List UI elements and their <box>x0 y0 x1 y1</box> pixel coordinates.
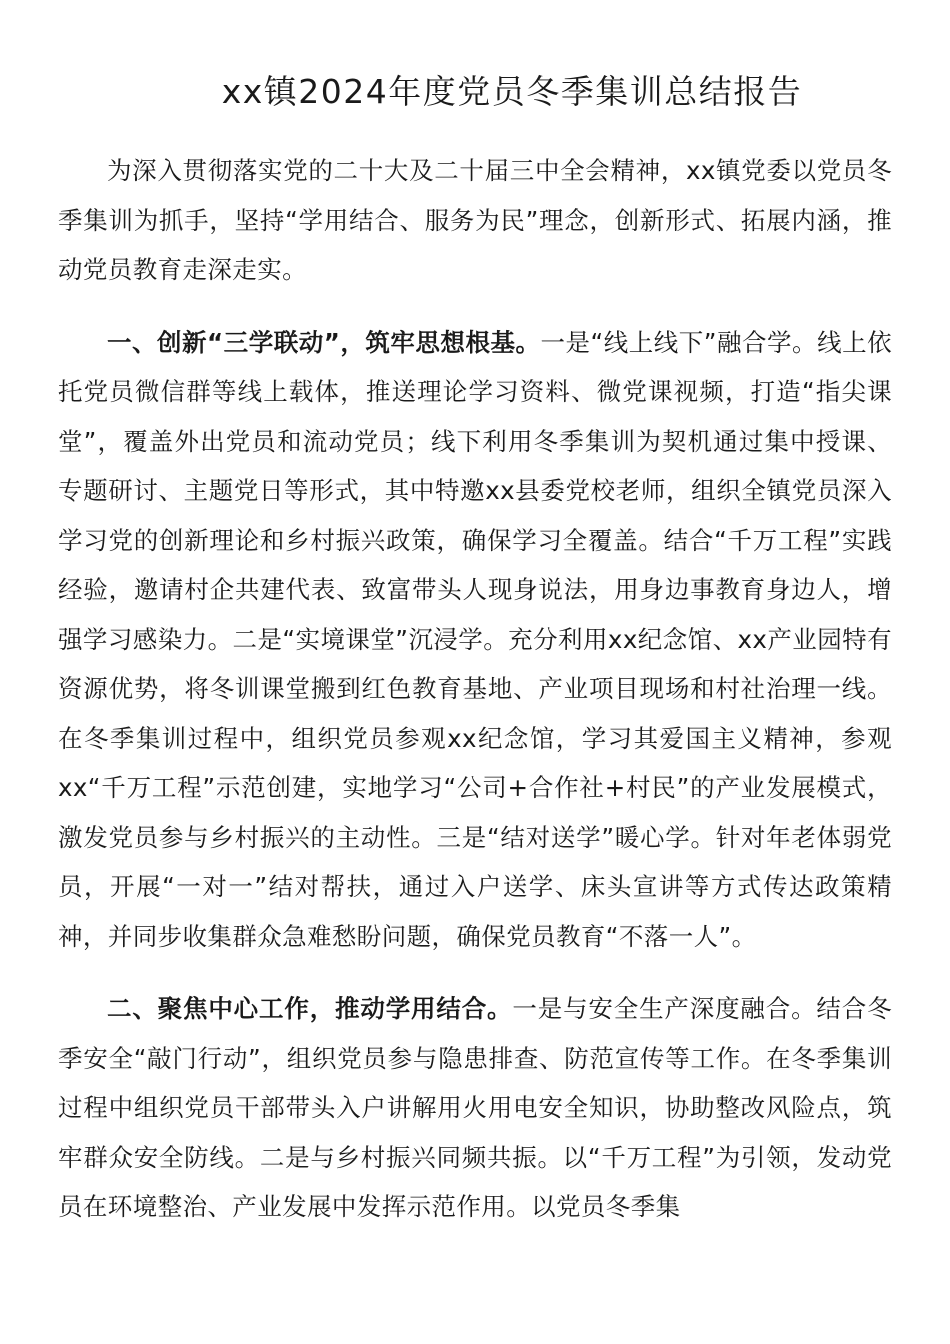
document-title: xx镇2024年度党员冬季集训总结报告 <box>221 72 803 111</box>
section-2-heading: 二、聚焦中心工作，推动学用结合。 <box>107 994 513 1023</box>
section-1-body: 一是“线上线下”融合学。线上依托党员微信群等线上载体，推送理论学习资料、微党课视频，打造“指尖课堂”，覆盖外出党员和流动党员；线下利用冬季集训为契机通过集中授课、专题研讨、主题党日等形式，其中特邀xx县委党校老师，组织全镇党员深入学习党的创新理论和乡村振兴政策，确保学习全覆盖。结合“千万工程”实践经验，邀请村企共建代表、致富带头人现身说法，用身边事教育身边人，增强学习感染力。二是“实境课堂”沉浸学。充分利用xx纪念馆、xx产业园特有资源优势，将冬训课堂搬到红色教育基地、产业项目现场和村社治理一线。在冬季集训过程中，组织党员参观xx纪念馆，学习其爱国主义精神，参观xx“千万工程”示范创建，实地学习“公司+合作社+村民”的产业发展模式，激发党员参与乡村振兴的主动性。三是“结对送学”暖心学。针对年老体弱党员，开展“一对一”结对帮扶，通过入户送学、床头宣讲等方式传达政策精神，并同步收集群众急难愁盼问题，确保党员教育“不落一人”。 <box>58 327 893 951</box>
section-1-heading: 一、创新“三学联动”，筑牢思想根基。 <box>107 327 541 357</box>
section-2-paragraph <box>58 984 892 1232</box>
section-1-paragraph <box>58 318 892 962</box>
intro-paragraph: 为深入贯彻落实党的二十大及二十届三中全会精神，xx镇党委以党员冬季集训为抓手，坚持“学用结合、服务为民”理念，创新形式、拓展内涵，推动党员教育走深走实。 <box>58 156 892 284</box>
section-2-body: 一是与安全生产深度融合。结合冬季安全“敲门行动”，组织党员参与隐患排查、防范宣传等工作。在冬季集训过程中组织党员干部带头入户讲解用火用电安全知识，协助整改风险点，筑牢群众安全防线。二是与乡村振兴同频共振。以“千万工程”为引领，发动党员在环境整治、产业发展中发挥示范作用。以党员冬季集 <box>58 994 892 1221</box>
